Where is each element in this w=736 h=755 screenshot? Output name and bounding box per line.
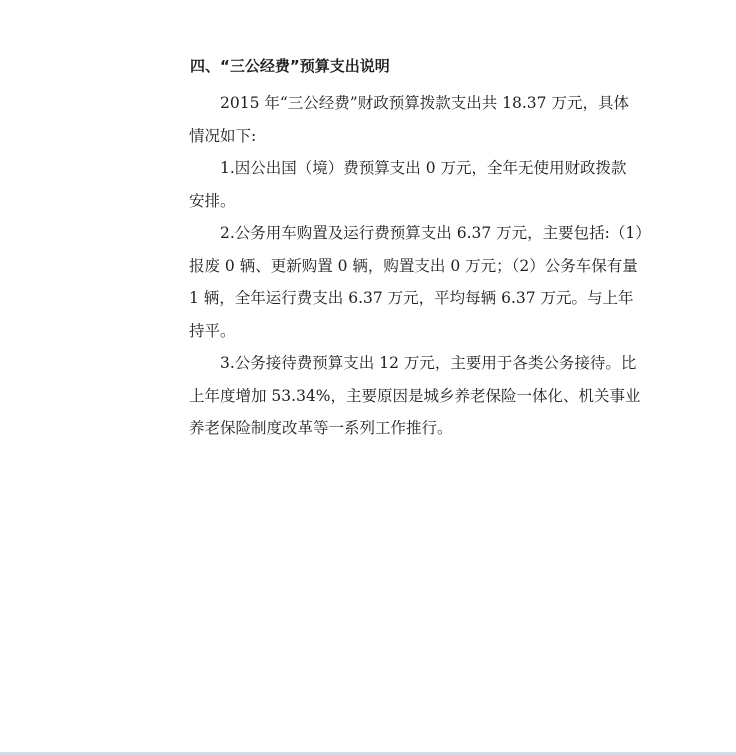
text-line: 报废 0 辆、更新购置 0 辆，购置支出 0 万元；（2）公务车保有量 [189,256,638,275]
text-line: 3.公务接待费预算支出 12 万元，主要用于各类公务接待。比 [220,354,637,372]
text-line: 持平。 [189,321,236,340]
text-line: 2015 年“三公经费”财政预算拨款支出共 18.37 万元，具体 [220,94,629,112]
text-line: 养老保险制度改革等一系列工作推行。 [189,419,453,437]
text-line: 1.因公出国（境）费预算支出 0 万元，全年无使用财政拨款 [220,159,627,177]
paragraph-official-vehicles [158,217,651,347]
text-line: 1 辆，全年运行费支出 6.37 万元，平均每辆 6.37 万元。与上年 [189,289,634,307]
text-line: 安排。 [189,191,236,210]
text-line: 2.公务用车购置及运行费预算支出 6.37 万元，主要包括:（1） [220,224,651,242]
text-line: 情况如下: [189,126,257,145]
document-content [158,54,651,445]
paragraph-official-reception [158,347,641,445]
paragraph-summary [158,87,629,152]
text-line: 上年度增加 53.34%，主要原因是城乡养老保险一体化、机关事业 [189,386,641,405]
paragraph-overseas-travel [158,152,627,217]
section-heading: 四、“三公经费”预算支出说明 [190,57,390,75]
